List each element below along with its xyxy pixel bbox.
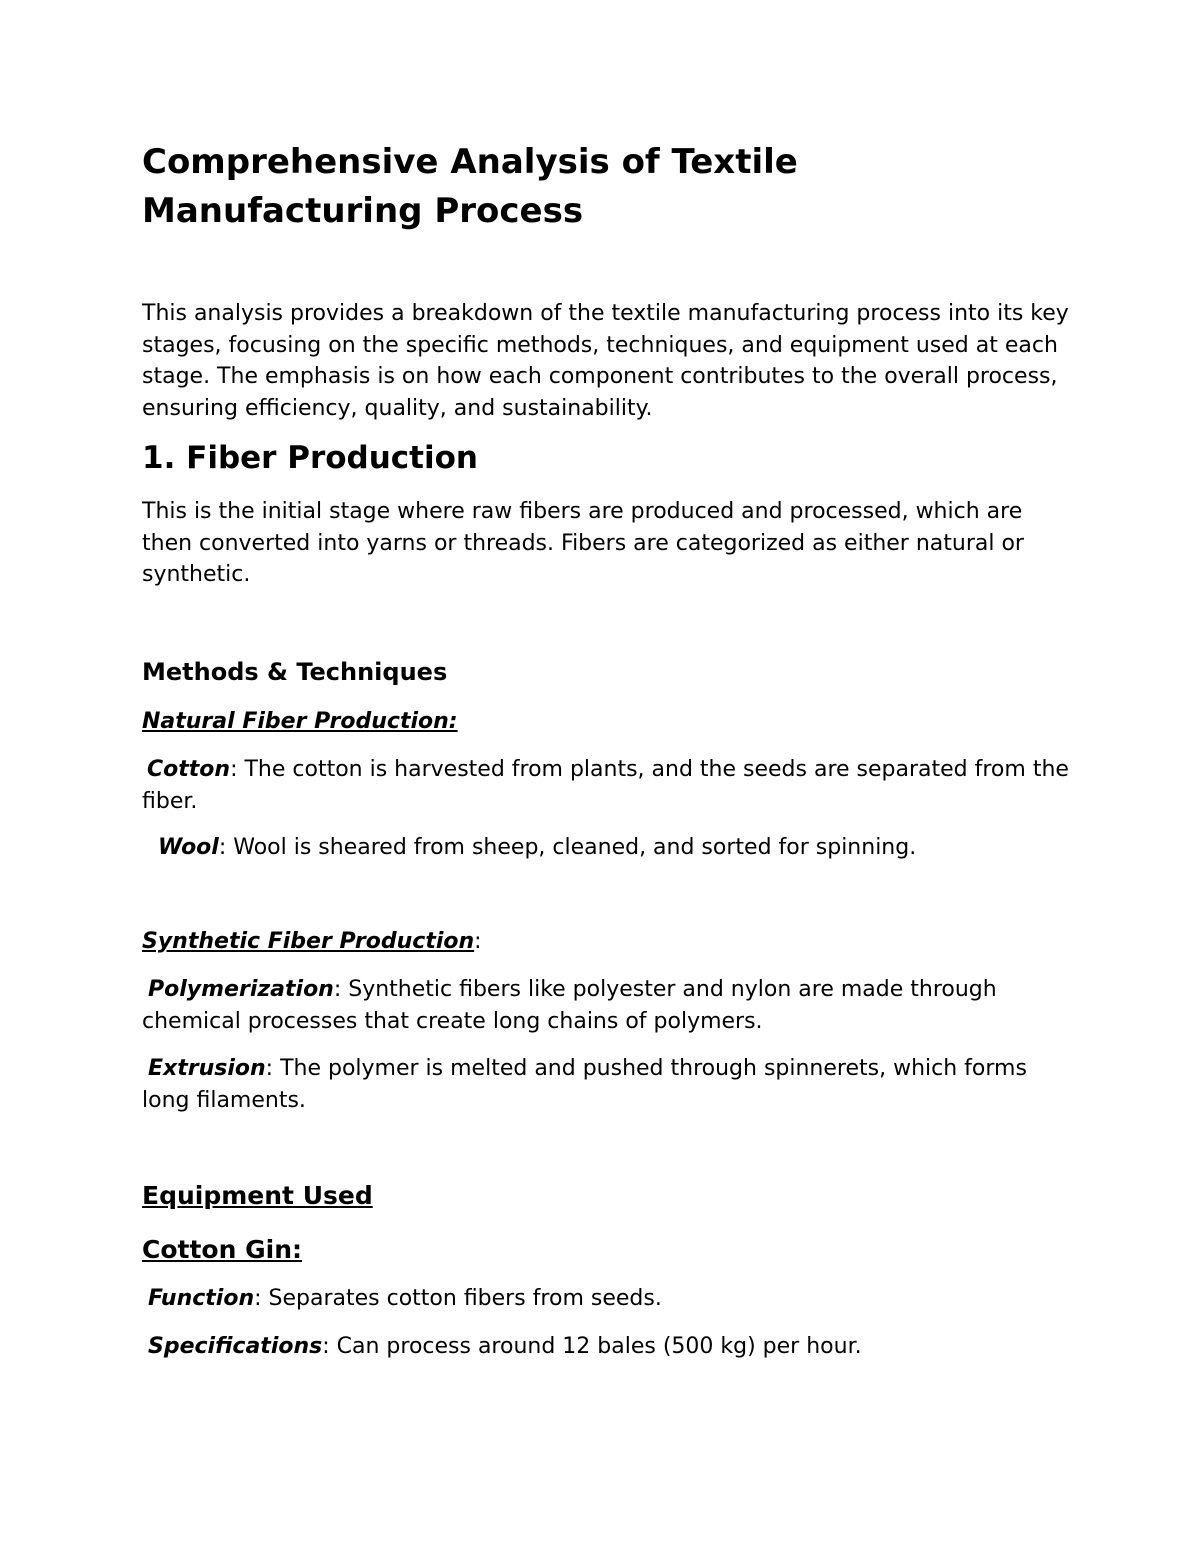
section-description: This is the initial stage where raw fibers are produced and processed, which are then converted into yarns or threads. Fibers are categorized as either natural or synthetic. xyxy=(142,499,1024,587)
list-item-extrusion xyxy=(142,1053,1072,1116)
term-polymerization: Polymerization xyxy=(148,977,334,1002)
text-polymerization: : Synthetic fibers like polyester and nylon are made through chemical processes that create long chains of polymers. xyxy=(142,977,997,1034)
methods-heading: Methods & Techniques xyxy=(142,658,448,686)
title-line-1: Comprehensive Analysis of Textile xyxy=(142,142,798,182)
equipment-name-cotton-gin: Cotton Gin: xyxy=(142,1235,302,1264)
natural-fiber-label xyxy=(142,706,1072,738)
document-title xyxy=(142,138,1072,236)
intro-paragraph: This analysis provides a breakdown of the textile manufacturing process into its key stages, focusing on the specific methods, techniques, and equipment used at each stage. The emphasis is on how each component contributes to the overall process, ensuring efficiency, quality, and sustainability. xyxy=(142,301,1069,421)
term-cotton: Cotton xyxy=(147,757,231,782)
term-function: Function xyxy=(148,1286,255,1311)
document-page xyxy=(142,138,1072,1359)
text-specifications: : Can process around 12 bales (500 kg) per hour. xyxy=(322,1334,862,1359)
list-item-cotton xyxy=(142,754,1072,817)
synthetic-fiber-label-suffix: : xyxy=(474,929,482,954)
text-cotton: : The cotton is harvested from plants, and the seeds are separated from the fiber. xyxy=(142,757,1069,814)
list-item-specifications xyxy=(142,1331,1072,1363)
term-wool: Wool xyxy=(158,835,219,860)
list-item-function xyxy=(142,1283,1072,1315)
synthetic-fiber-label-text: Synthetic Fiber Production xyxy=(142,929,475,954)
text-wool: : Wool is sheared from sheep, cleaned, and sorted for spinning. xyxy=(218,835,917,860)
natural-fiber-label-text: Natural Fiber Production: xyxy=(142,709,458,734)
section-heading-fiber-production: 1. Fiber Production xyxy=(142,440,478,476)
equipment-heading: Equipment Used xyxy=(142,1181,373,1210)
text-extrusion: : The polymer is melted and pushed through spinnerets, which forms long filaments. xyxy=(142,1056,1027,1113)
synthetic-fiber-label xyxy=(142,926,1072,958)
title-line-2: Manufacturing Process xyxy=(142,191,584,231)
term-specifications: Specifications xyxy=(148,1334,323,1359)
text-function: : Separates cotton fibers from seeds. xyxy=(254,1286,662,1311)
list-item-wool xyxy=(142,832,1072,864)
list-item-polymerization xyxy=(142,974,1072,1037)
term-extrusion: Extrusion xyxy=(148,1056,266,1081)
